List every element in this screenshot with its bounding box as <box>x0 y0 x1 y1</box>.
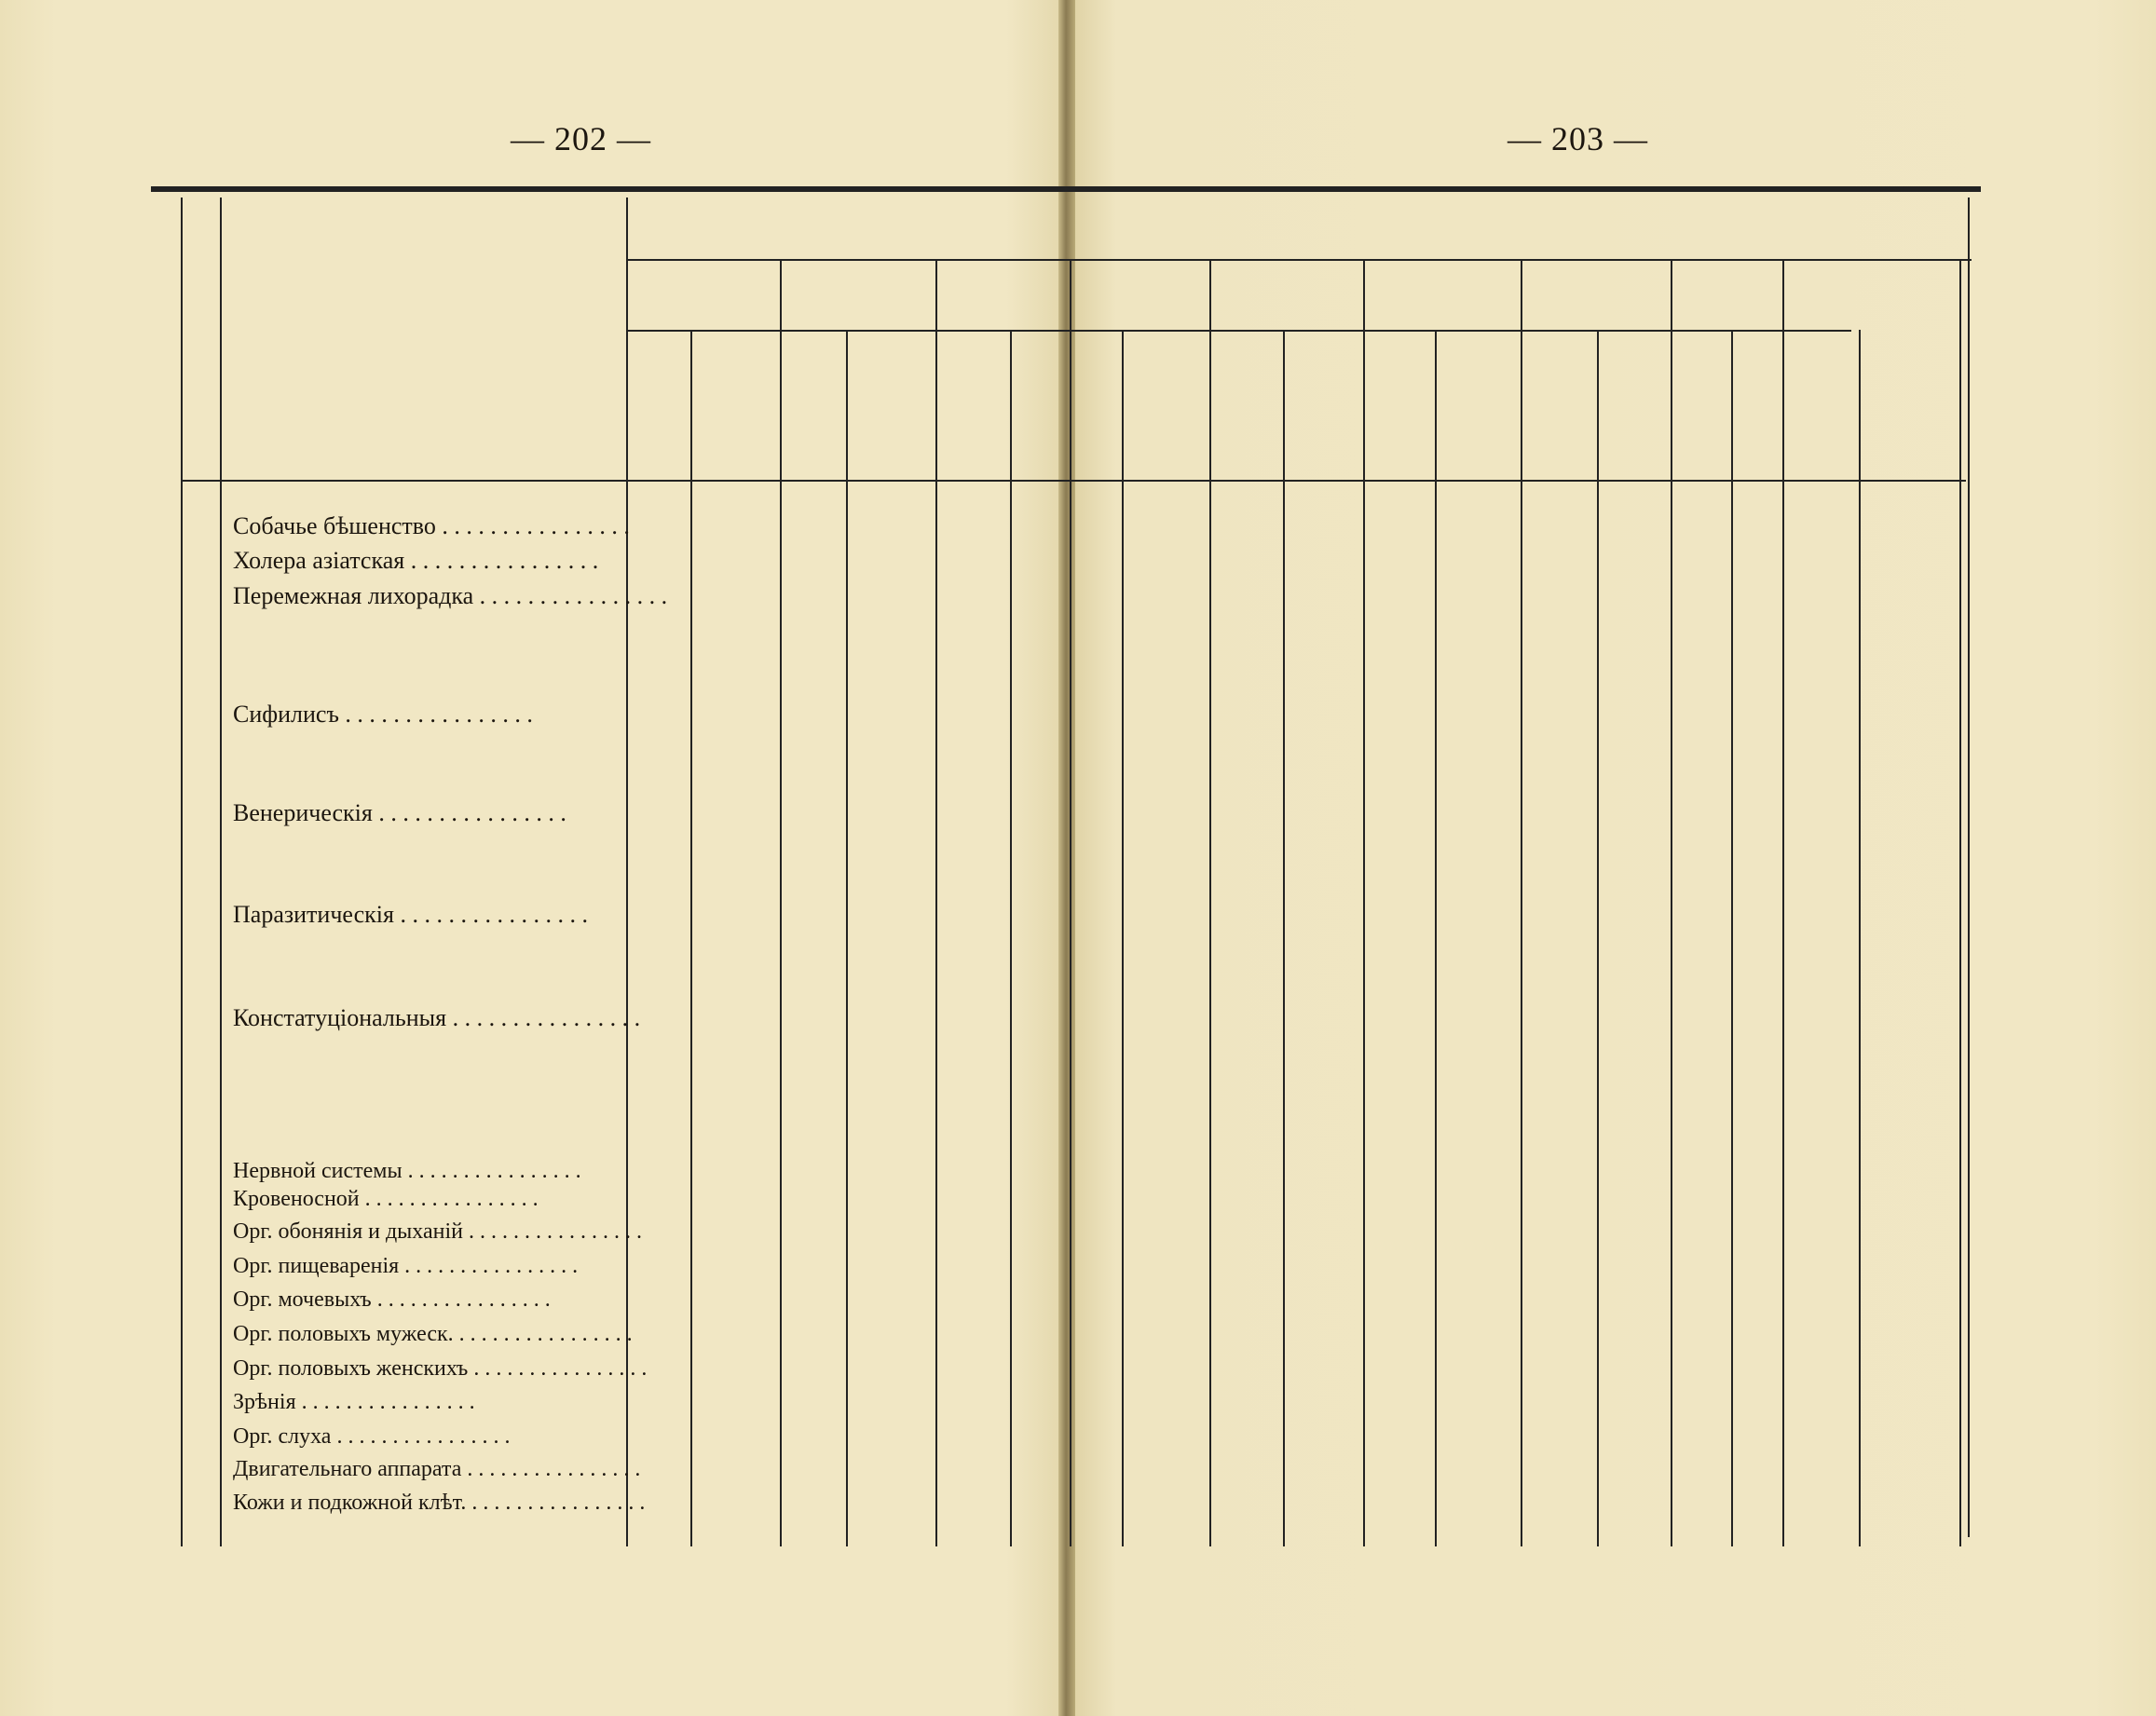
leader-dots: . . . . . . . . . . . . . . . . <box>295 1390 475 1414</box>
leader-dots: . . . . . . . . . . . . . . . . <box>331 1424 511 1449</box>
disease-name <box>233 1004 641 1031</box>
leader-dots: . . . . . . . . . . . . . . . . <box>404 547 599 574</box>
disease-name <box>233 1322 633 1346</box>
column-rule <box>935 261 937 1546</box>
disease-name-text: Сифилисъ <box>233 701 339 728</box>
disease-name-text: Орг. половыхъ женскихъ <box>233 1356 469 1381</box>
disease-name <box>233 1491 646 1515</box>
column-rule <box>1731 330 1733 1546</box>
leader-dots: . . . . . . . . . . . . . . . . <box>359 1187 539 1211</box>
leader-dots: . . . . . . . . . . . . . . . . <box>468 1356 648 1381</box>
disease-name-text: Перемежная лихорадка <box>233 582 474 609</box>
leader-dots: . . . . . . . . . . . . . . . . <box>402 1159 581 1183</box>
disease-name-text: Холера азіатская <box>233 547 405 574</box>
leader-dots: . . . . . . . . . . . . . . . . <box>371 1287 551 1312</box>
disease-name-text: Констатуціональныя <box>233 1004 447 1031</box>
column-rule <box>181 197 183 1546</box>
column-rule <box>1209 261 1211 1546</box>
disease-name-text: Кожи и подкожной клѣт. <box>233 1491 467 1515</box>
column-rule <box>1859 330 1861 1546</box>
column-rule <box>780 261 782 1546</box>
disease-name <box>233 702 615 727</box>
disease-name <box>233 1391 615 1413</box>
disease-name-text: Орг. мочевыхъ <box>233 1287 372 1312</box>
disease-name <box>233 903 615 927</box>
column-rule <box>220 197 222 1546</box>
disease-name <box>233 1457 641 1481</box>
column-rule <box>1521 261 1522 1546</box>
disease-name-text: Собачье бѣшенство <box>233 512 436 539</box>
leader-dots: . . . . . . . . . . . . . . . . <box>393 901 588 928</box>
disease-name <box>233 1425 615 1448</box>
leader-dots: . . . . . . . . . . . . . . . . <box>399 1254 579 1278</box>
column-rule <box>1782 261 1784 1546</box>
disease-name-text: Нервной системы <box>233 1159 403 1183</box>
top-rule <box>151 186 1981 192</box>
disease-name-text: Венерическія <box>233 799 373 826</box>
column-rule <box>1070 261 1071 1546</box>
column-rule <box>1122 330 1124 1546</box>
leader-dots: . . . . . . . . . . . . . . . . <box>372 799 566 826</box>
disease-name-text: Паразитическія <box>233 901 394 928</box>
disease-name-text: Зрѣнія <box>233 1390 296 1414</box>
disease-name <box>233 1356 648 1381</box>
leader-dots: . . . . . . . . . . . . . . . . <box>435 512 630 539</box>
book-gutter <box>1058 0 1075 1716</box>
leader-dots: . . . . . . . . . . . . . . . . <box>461 1457 641 1481</box>
leader-dots: . . . . . . . . . . . . . . . . <box>466 1491 646 1515</box>
disease-name <box>233 1288 615 1311</box>
leader-dots: . . . . . . . . . . . . . . . . <box>446 1004 641 1031</box>
title-rule <box>626 259 1972 261</box>
disease-name <box>233 1255 615 1277</box>
leader-dots: . . . . . . . . . . . . . . . . <box>453 1322 633 1346</box>
leader-dots: . . . . . . . . . . . . . . . . <box>473 582 668 609</box>
column-rule <box>1435 330 1437 1546</box>
disease-name-text: Орг. половыхъ мужеск. <box>233 1322 454 1346</box>
disease-name-text: Орг. обонянія и дыханій <box>233 1219 463 1244</box>
header-bottom-rule <box>181 480 1966 482</box>
page-number-right: — 203 — <box>1508 120 1648 157</box>
disease-name-text: Орг. слуха <box>233 1424 332 1449</box>
leader-dots: . . . . . . . . . . . . . . . . <box>462 1219 642 1244</box>
column-rule <box>1597 330 1599 1546</box>
disease-name-text: Орг. пищеваренія <box>233 1254 400 1278</box>
column-rule <box>1959 261 1961 1546</box>
column-rule <box>1671 261 1672 1546</box>
disease-name <box>233 1188 615 1210</box>
disease-name <box>233 549 615 573</box>
column-rule <box>690 330 692 1546</box>
disease-name <box>233 801 615 825</box>
page-number-left: — 202 — <box>511 120 651 157</box>
district-rule <box>626 330 1851 332</box>
column-rule <box>1010 330 1012 1546</box>
disease-name <box>233 582 668 609</box>
leader-dots: . . . . . . . . . . . . . . . . <box>338 701 533 728</box>
disease-name-text: Кровеносной <box>233 1187 360 1211</box>
right-page <box>1070 0 2156 1716</box>
disease-name <box>233 1160 615 1182</box>
disease-name <box>233 512 630 539</box>
column-rule <box>1283 330 1285 1546</box>
disease-name <box>233 1219 642 1244</box>
column-rule <box>846 330 848 1546</box>
disease-name-text: Двигательнаго аппарата <box>233 1457 462 1481</box>
column-rule <box>1968 197 1970 1537</box>
column-rule <box>1363 261 1365 1546</box>
